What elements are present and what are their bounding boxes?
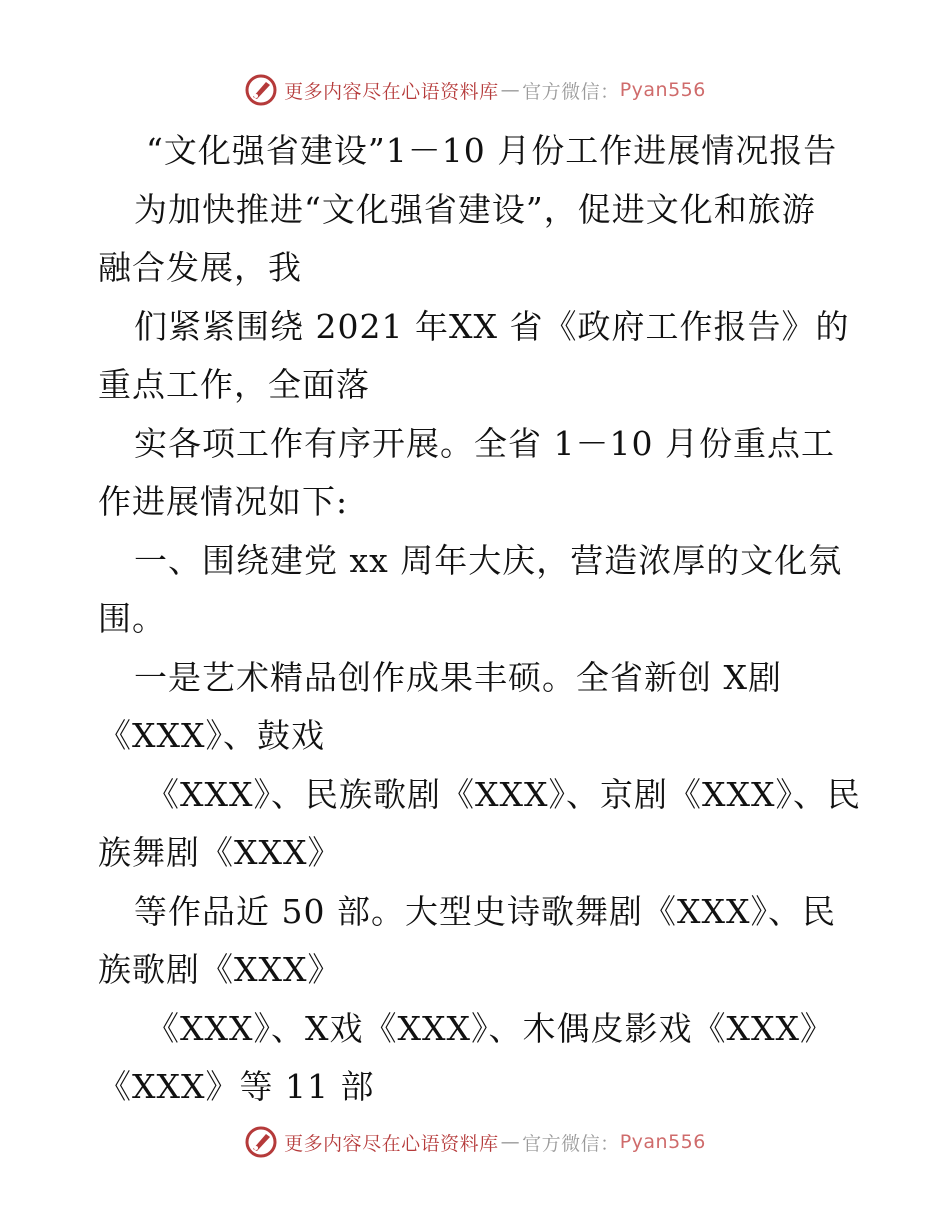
paragraph-line: 为加快推进“文化强省建设”，促进文化和旅游 bbox=[134, 189, 816, 229]
watermark-separator: — bbox=[500, 1131, 521, 1153]
paragraph-line: 等作品近 50 部。大型史诗歌舞剧《XXX》、民 bbox=[134, 891, 836, 931]
watermark-text: 更多内容尽在心语资料库 bbox=[284, 1132, 499, 1155]
pen-seal-icon bbox=[244, 1125, 278, 1159]
section-heading: 一、围绕建党 xx 周年大庆，营造浓厚的文化氛 bbox=[134, 540, 843, 580]
paragraph-line: 融合发展，我 bbox=[98, 248, 302, 287]
paragraph-line: 重点工作，全面落 bbox=[98, 365, 370, 404]
header-watermark bbox=[0, 70, 950, 110]
document-body bbox=[98, 122, 861, 1117]
paragraph-line: 《XXX》、民族歌剧《XXX》、京剧《XXX》、民 bbox=[146, 774, 861, 814]
watermark-separator: — bbox=[500, 79, 521, 101]
watermark-text: 更多内容尽在心语资料库 bbox=[284, 80, 499, 103]
watermark-label: 官方微信： bbox=[522, 1132, 620, 1155]
paragraph-line: 实各项工作有序开展。全省 1－10 月份重点工 bbox=[134, 423, 835, 463]
document-title: “文化强省建设”1－10 月份工作进展情况报告 bbox=[146, 131, 838, 170]
watermark-label: 官方微信： bbox=[522, 80, 620, 103]
paragraph-line: 作进展情况如下: bbox=[98, 482, 349, 521]
paragraph-line: 们紧紧围绕 2021 年XX 省《政府工作报告》的 bbox=[134, 306, 850, 346]
watermark-wechat-id: Pyan556 bbox=[619, 1131, 706, 1153]
paragraph-line: 族舞剧《XXX》 bbox=[98, 833, 342, 872]
paragraph-line: 《XXX》等 11 部 bbox=[98, 1067, 375, 1106]
paragraph-line: 围。 bbox=[98, 599, 166, 638]
paragraph-line: 《XXX》、鼓戏 bbox=[98, 716, 325, 755]
paragraph-line: 《XXX》、X戏《XXX》、木偶皮影戏《XXX》 bbox=[146, 1008, 834, 1048]
pen-seal-icon bbox=[244, 73, 278, 107]
watermark-wechat-id: Pyan556 bbox=[619, 79, 706, 101]
paragraph-line: 一是艺术精品创作成果丰硕。全省新创 X剧 bbox=[134, 657, 782, 697]
paragraph-line: 族歌剧《XXX》 bbox=[98, 950, 342, 989]
footer-watermark bbox=[0, 1122, 950, 1162]
